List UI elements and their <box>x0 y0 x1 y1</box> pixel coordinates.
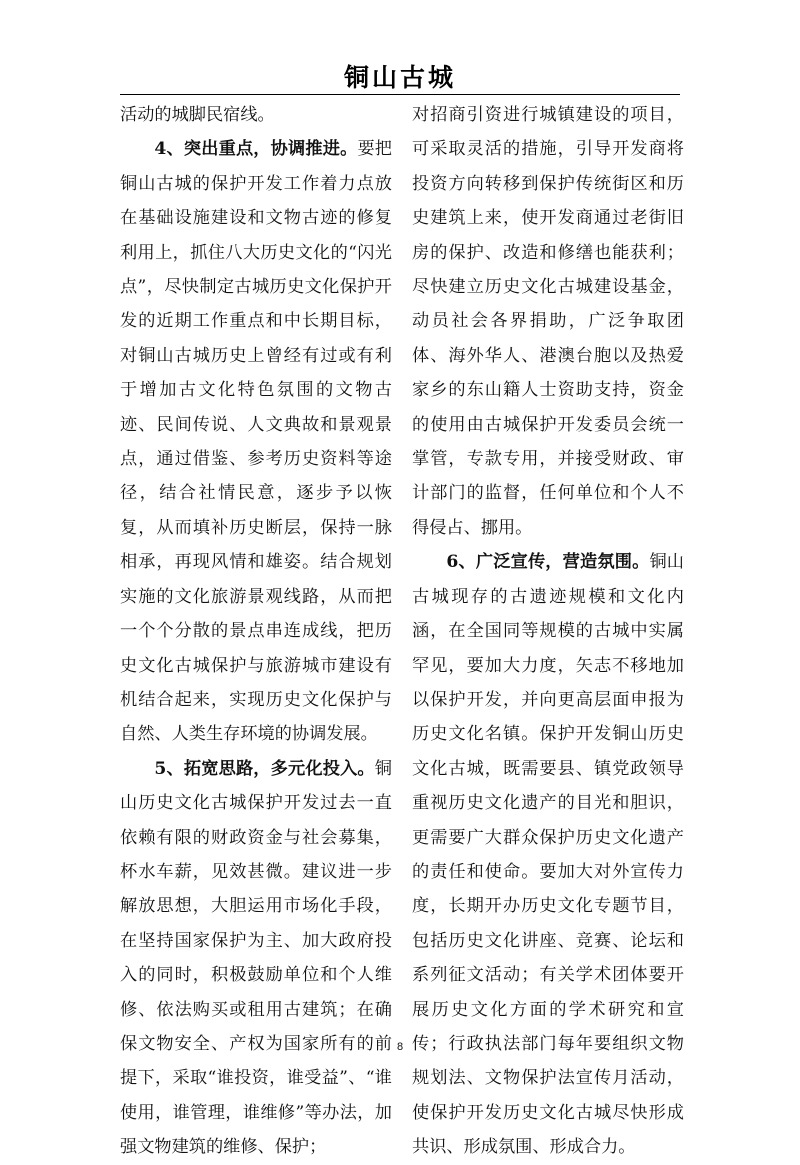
section-6-heading: 6、广泛宣传，营造氛围。 <box>446 552 650 573</box>
section-6-paragraph <box>412 545 684 1164</box>
left-column <box>120 98 392 1165</box>
section-5-paragraph <box>120 752 392 1165</box>
section-4-paragraph <box>120 132 392 751</box>
header-divider <box>120 94 680 95</box>
page-header-title: 铜山古城 <box>343 63 456 92</box>
section-4-heading: 4、突出重点，协调推进。 <box>154 139 358 160</box>
section-4-body: 要把铜山古城的保护开发工作着力点放在基础设施建设和文物古迹的修复利用上，抓住八大历史文化的“闪光点”，尽快制定古城历史文化保护开发的近期工作重点和中长期目标，对铜山古城历史上曾经有过或有利于增加古文化特色氛围的文物古迹、民间传说、人文典故和景观景点，通过借鉴、参考历史资料等途径，结合社情民意，逐步予以恢复，从而填补历史断层，保持一脉相承，再现风情和雄姿。结合规划实施的文化旅游景观线路，从而把一个个分散的景点串连成线，把历史文化古城保护与旅游城市建设有机结合起来，实现历史文化保护与自然、人类生存环境的协调发展。 <box>120 139 392 745</box>
section-5-heading: 5、拓宽思路，多元化投入。 <box>154 758 375 779</box>
page-number: 8 <box>396 1041 404 1053</box>
section-5-body: 铜山历史文化古城保护开发过去一直依赖有限的财政资金与社会募集，杯水车薪，见效甚微。建议进一步解放思想，大胆运用市场化手段，在坚持国家保护为主、加大政府投入的同时，积极鼓励单位和个人维修、依法购买或租用古建筑；在确保文物安全、产权为国家所有的前提下，采取“谁投资，谁受益”、“谁使用，谁管理，谁维修”等办法，加强文物建筑的维修、保护； <box>120 758 392 1158</box>
section-6-body: 铜山古城现存的古遗迹规模和文化内涵，在全国同等规模的古城中实属罕见，要加大力度，矢志不移地加以保护开发，并向更高层面申报为历史文化名镇。保护开发铜山历史文化古城，既需要县、镇党政领导重视历史文化遗产的目光和胆识，更需要广大群众保护历史文化遗产的责任和使命。要加大对外宣传力度，长期开办历史文化专题节目，包括历史文化讲座、竞赛、论坛和系列征文活动；有关学术团体要开展历史文化方面的学术研究和宣传；行政执法部门每年要组织文物规划法、文物保护法宣传月活动，使保护开发历史文化古城尽快形成共识、形成氛围、形成合力。 <box>412 552 684 1158</box>
left-paragraph-continuation: 活动的城脚民宿线。 <box>120 105 275 125</box>
right-column <box>412 98 684 1165</box>
section-5-continuation: 对招商引资进行城镇建设的项目，可采取灵活的措施，引导开发商将投资方向转移到保护传统街区和历史建筑上来，使开发商通过老街旧房的保护、改造和修缮也能获利；尽快建立历史文化古城建设基金，动员社会各界捐助，广泛争取团体、海外华人、港澳台胞以及热爱家乡的东山籍人士资助支持，资金的使用由古城保护开发委员会统一掌管，专款专用，并接受财政、审计部门的监督，任何单位和个人不得侵占、挪用。 <box>412 105 684 538</box>
